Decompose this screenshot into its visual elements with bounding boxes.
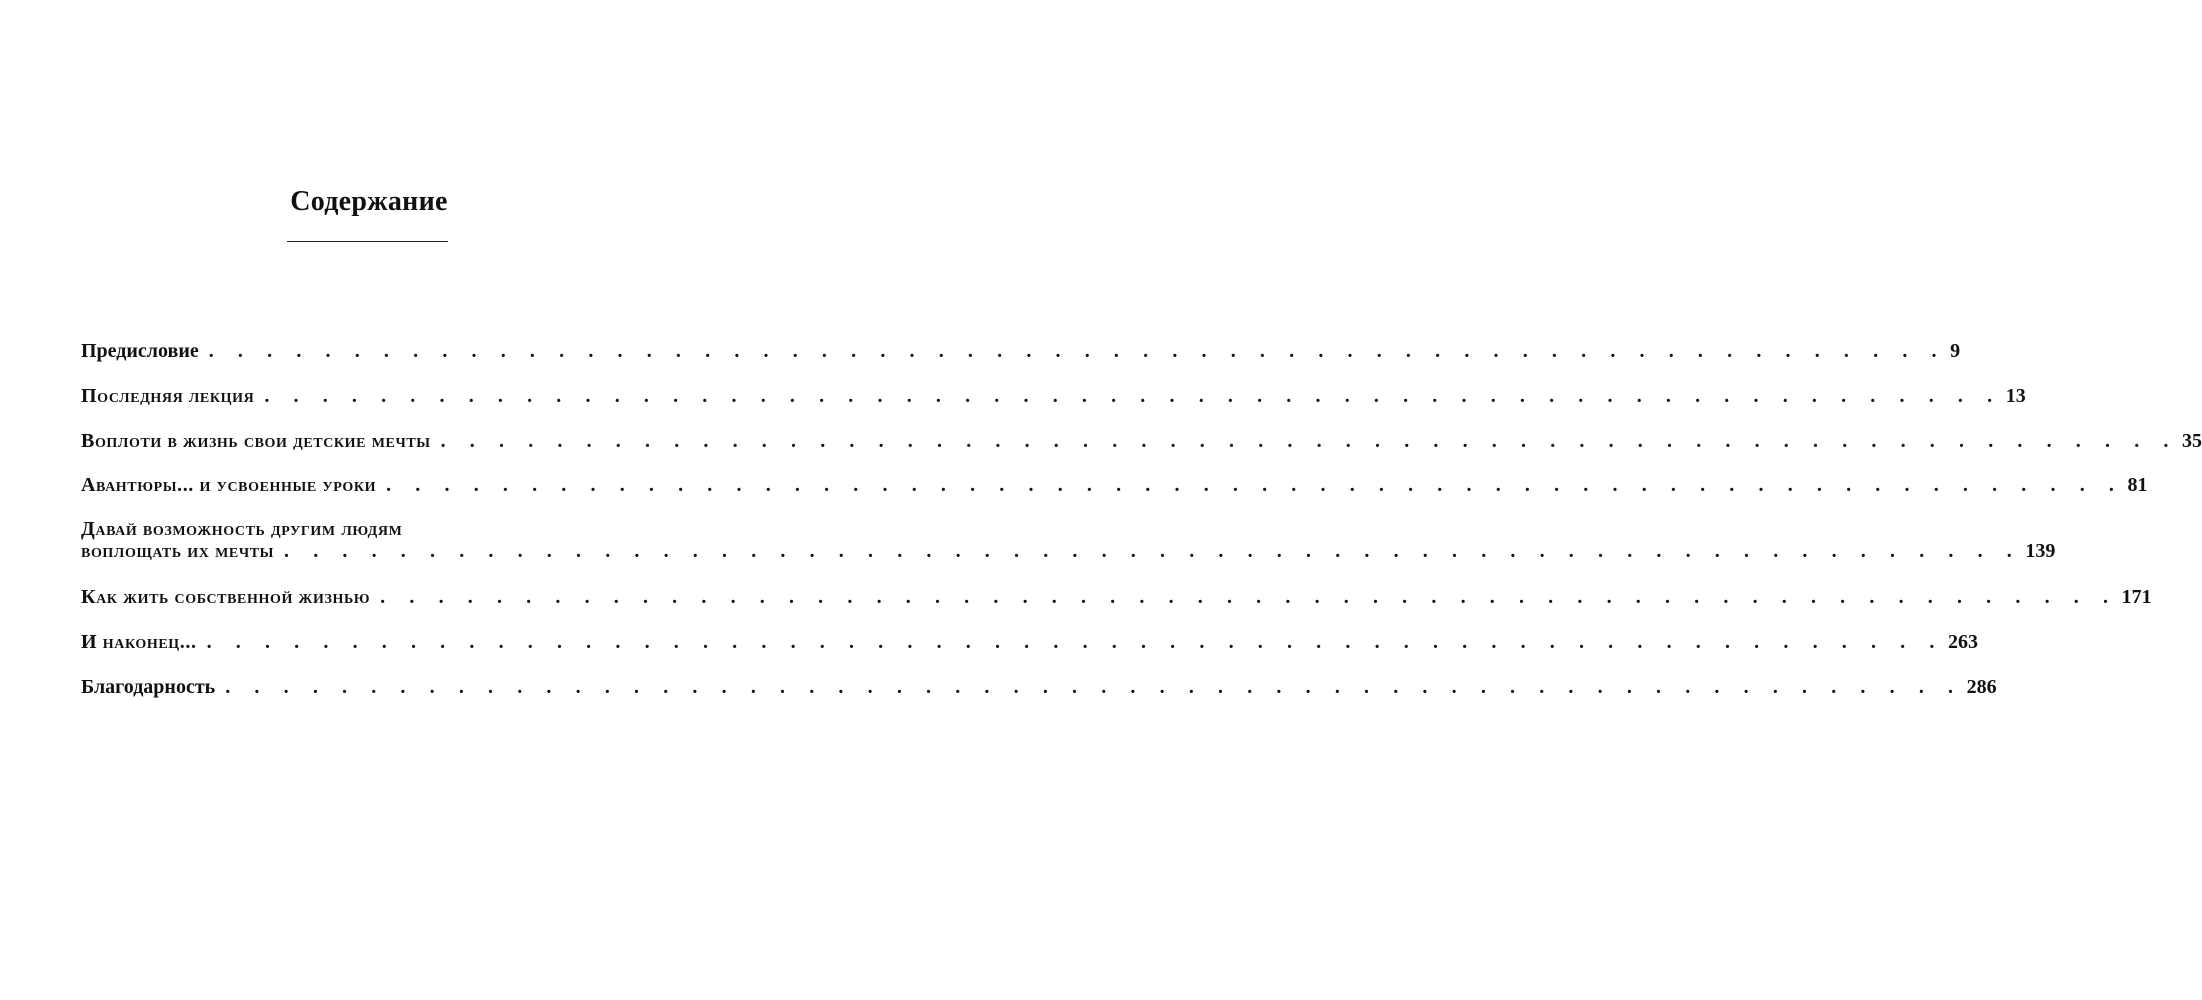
toc-entry-page: 13	[2005, 385, 2026, 407]
dot-leader: . . . . . . . . . . . . . . . . . . . . . . . . . . . . . . . . . . . . . . . . . . . . . . . . . . . . . . . . . . . .	[206, 631, 1944, 653]
dot-leader: . . . . . . . . . . . . . . . . . . . . . . . . . . . . . . . . . . . . . . . . . . . . . . . . . . . . . . . . . . . .	[225, 676, 1963, 698]
toc-entry-page: 9	[1950, 340, 1961, 362]
toc-entry-title: Воплоти в жизнь свои детские мечты	[81, 430, 431, 452]
dot-leader: . . . . . . . . . . . . . . . . . . . . . . . . . . . . . . . . . . . . . . . . . . . . . . . . . . . . . . . . . . . .	[264, 385, 2002, 407]
dot-leader: . . . . . . . . . . . . . . . . . . . . . . . . . . . . . . . . . . . . . . . . . . . . . . . . . . . . . . . . . . . .	[386, 474, 2124, 496]
toc-entry-preface[interactable]	[81, 340, 1961, 362]
toc-entry-page: 263	[1947, 631, 1978, 653]
toc-entry-last-lecture[interactable]	[81, 385, 2026, 407]
toc-entry-title: Благодарность	[81, 676, 216, 698]
toc-entry-title-line-2: воплощать их мечты	[81, 540, 274, 562]
toc-entry-own-life[interactable]	[81, 586, 2152, 608]
toc-entry-enabling-dreams[interactable]	[81, 518, 2056, 562]
toc-entry-title: Последняя лекция	[81, 385, 255, 407]
toc-entry-title: Как жить собственной жизнью	[81, 586, 371, 608]
page-title: Содержание	[290, 186, 448, 217]
toc-entry-title: И наконец...	[81, 631, 197, 653]
toc-entry-title-line-1: Давай возможность другим людям	[81, 518, 403, 540]
toc-entry-adventures[interactable]	[81, 474, 2148, 496]
toc-entry-page: 139	[2025, 540, 2056, 562]
toc-entry-page: 286	[1966, 676, 1997, 698]
toc-entry-acknowledgements[interactable]	[81, 676, 1997, 698]
toc-entry-page: 35	[2182, 430, 2202, 452]
toc-entry-page: 171	[2121, 586, 2152, 608]
dot-leader: . . . . . . . . . . . . . . . . . . . . . . . . . . . . . . . . . . . . . . . . . . . . . . . . . . . . . . . . . . . .	[380, 586, 2118, 608]
dot-leader: . . . . . . . . . . . . . . . . . . . . . . . . . . . . . . . . . . . . . . . . . . . . . . . . . . . . . . . . . . . .	[440, 430, 2179, 452]
toc-entry-page: 81	[2127, 474, 2148, 496]
toc-entry-childhood-dreams[interactable]	[81, 430, 2202, 452]
dot-leader: . . . . . . . . . . . . . . . . . . . . . . . . . . . . . . . . . . . . . . . . . . . . . . . . . . . . . . . . . . . .	[208, 340, 1947, 362]
toc-entry-title: Авантюры... и усвоенные уроки	[81, 474, 377, 496]
dot-leader: . . . . . . . . . . . . . . . . . . . . . . . . . . . . . . . . . . . . . . . . . . . . . . . . . . . . . . . . . . . .	[284, 540, 2022, 562]
toc-entry-finally[interactable]	[81, 631, 1978, 653]
toc-entry-title: Предисловие	[81, 340, 199, 362]
